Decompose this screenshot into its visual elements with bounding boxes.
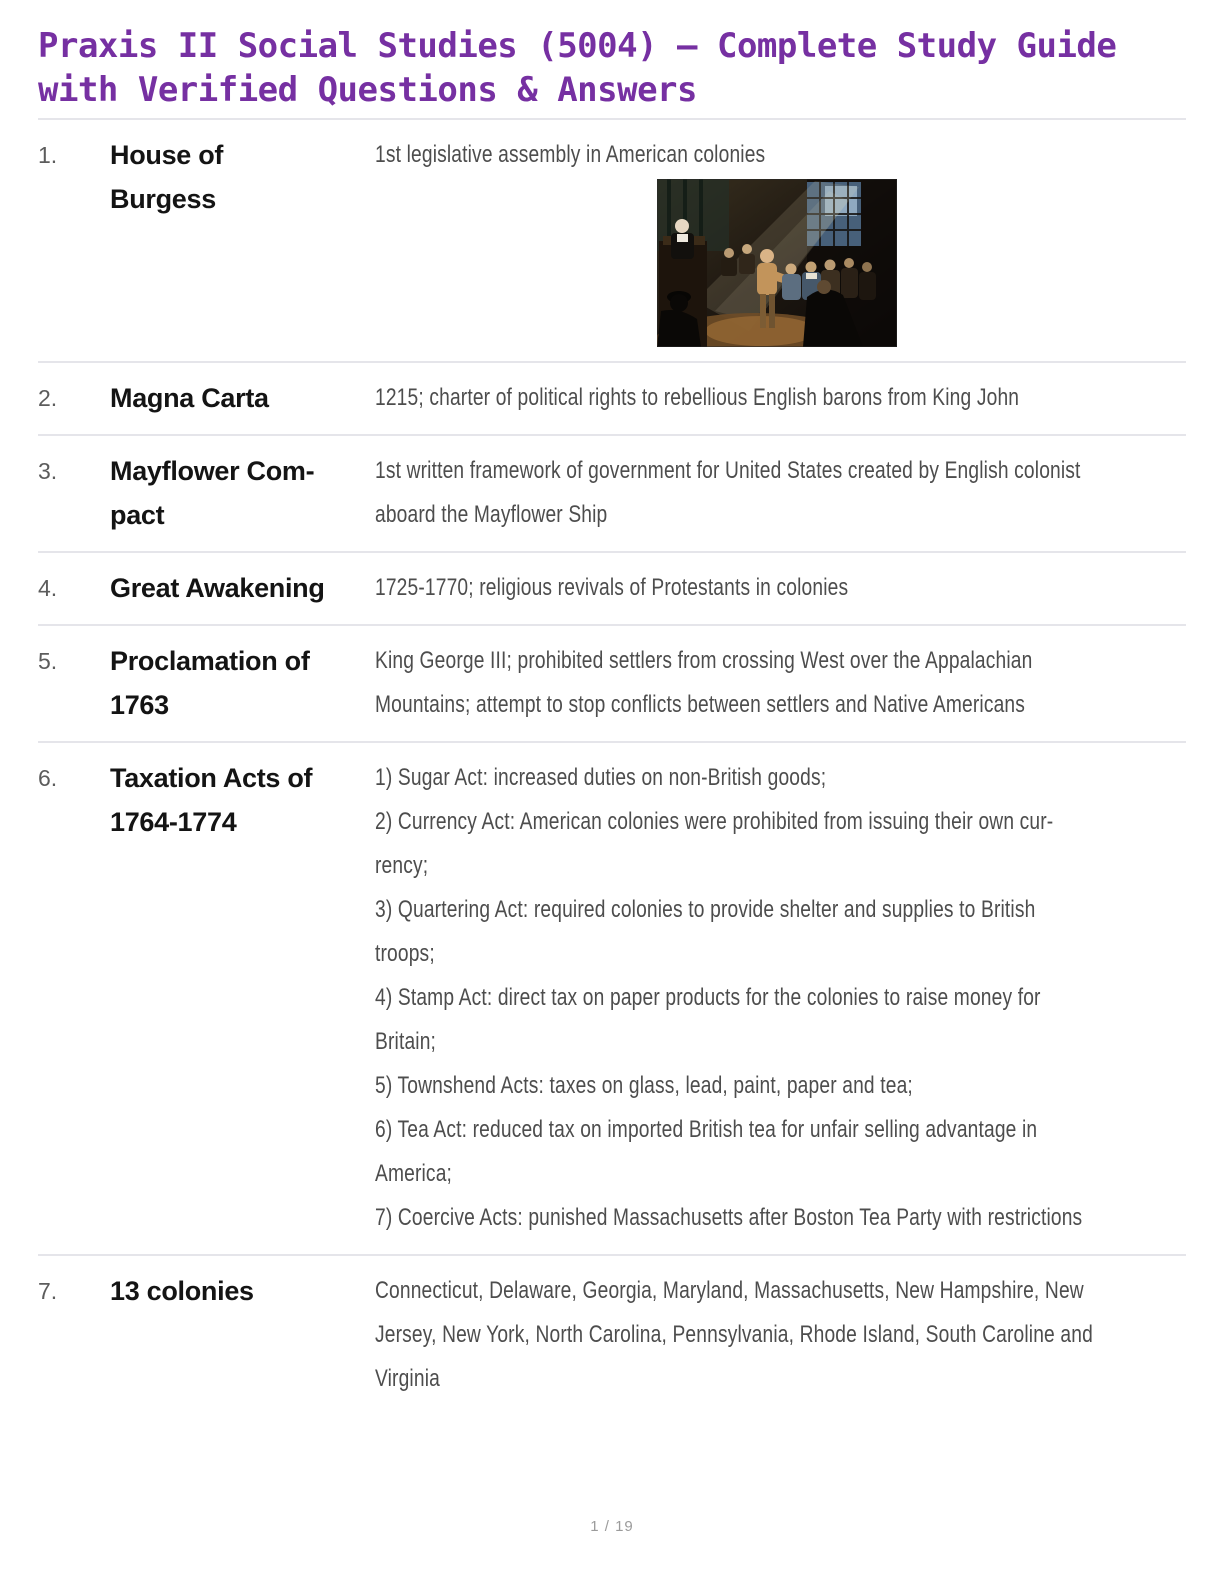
house-of-burgesses-image — [657, 179, 897, 347]
entry-term — [110, 1269, 375, 1313]
study-entry-row — [38, 363, 1186, 436]
entry-number: 6. — [38, 765, 58, 791]
entry-definition-line: rency; — [375, 852, 429, 879]
entry-definition-line: Jersey, New York, North Carolina, Pennsylvania, Rhode Island, South Caroline and — [375, 1321, 1093, 1348]
page-title: Praxis II Social Studies (5004) – Complete Study Guide with Verified Questions & Answers — [38, 24, 1186, 120]
entry-definition-line: troops; — [375, 940, 435, 967]
entry-definition-line: 4) Stamp Act: direct tax on paper products for the colonies to raise money for — [375, 984, 1041, 1011]
entry-term-line: House of — [110, 140, 224, 170]
entry-term — [110, 133, 375, 221]
entry-term-line: Proclamation of — [110, 646, 310, 676]
study-entry-row — [38, 1256, 1186, 1415]
entry-definition-line: 5) Townshend Acts: taxes on glass, lead, paint, paper and tea; — [375, 1072, 913, 1099]
entry-term-line: 1763 — [110, 690, 169, 720]
entry-number: 5. — [38, 648, 58, 674]
entry-definition-line: Connecticut, Delaware, Georgia, Maryland, Massachusetts, New Hampshire, New — [375, 1277, 1084, 1304]
study-entry-row — [38, 436, 1186, 553]
entry-term-line: pact — [110, 500, 165, 530]
entry-definition-line: Mountains; attempt to stop conflicts between settlers and Native Americans — [375, 691, 1026, 718]
entry-term — [110, 756, 375, 844]
entry-definition-line: Virginia — [375, 1365, 440, 1392]
study-entries-list — [38, 120, 1186, 1415]
entry-term — [110, 449, 375, 537]
entry-definition-line: Britain; — [375, 1028, 437, 1055]
entry-definition — [375, 756, 1186, 1240]
entry-term-line: Taxation Acts of — [110, 763, 313, 793]
study-entry-row — [38, 553, 1186, 626]
entry-definition — [375, 566, 1186, 610]
page-number-indicator: 1 / 19 — [590, 1518, 634, 1535]
entry-definition — [375, 1269, 1186, 1401]
entry-definition-line: America; — [375, 1160, 453, 1187]
entry-definition-line: 6) Tea Act: reduced tax on imported British tea for unfair selling advantage in — [375, 1116, 1038, 1143]
entry-definition-line: 1725-1770; religious revivals of Protestants in colonies — [375, 574, 849, 601]
entry-definition-line: 1215; charter of political rights to rebellious English barons from King John — [375, 384, 1020, 411]
study-entry-row — [38, 743, 1186, 1256]
entry-definition — [375, 639, 1186, 727]
study-entry-row — [38, 120, 1186, 363]
entry-number: 1. — [38, 142, 58, 168]
entry-term-line: 1764-1774 — [110, 807, 237, 837]
entry-number: 2. — [38, 385, 58, 411]
entry-definition-line: 1st legislative assembly in American colonies — [375, 141, 766, 168]
entry-definition — [375, 133, 1186, 347]
entry-definition-line: 1) Sugar Act: increased duties on non-British goods; — [375, 764, 827, 791]
entry-number: 4. — [38, 575, 58, 601]
entry-definition-line: King George III; prohibited settlers from crossing West over the Appalachian — [375, 647, 1033, 674]
entry-term — [110, 566, 375, 610]
entry-definition — [375, 376, 1186, 420]
entry-definition-line: aboard the Mayflower Ship — [375, 501, 608, 528]
entry-number: 3. — [38, 458, 58, 484]
study-entry-row — [38, 626, 1186, 743]
entry-term — [110, 639, 375, 727]
entry-definition-line: 1st written framework of government for United States created by English colonist — [375, 457, 1081, 484]
entry-number: 7. — [38, 1278, 58, 1304]
entry-term — [110, 376, 375, 420]
entry-term-line: Magna Carta — [110, 383, 269, 413]
entry-definition-line: 2) Currency Act: American colonies were prohibited from issuing their own cur- — [375, 808, 1054, 835]
entry-definition — [375, 449, 1186, 537]
entry-term-line: Great Awakening — [110, 573, 325, 603]
entry-term-line: Mayflower Com- — [110, 456, 315, 486]
entry-term-line: 13 colonies — [110, 1276, 254, 1306]
entry-definition-line: 7) Coercive Acts: punished Massachusetts after Boston Tea Party with restrictions — [375, 1204, 1083, 1231]
entry-term-line: Burgess — [110, 184, 216, 214]
entry-definition-line: 3) Quartering Act: required colonies to provide shelter and supplies to British — [375, 896, 1036, 923]
